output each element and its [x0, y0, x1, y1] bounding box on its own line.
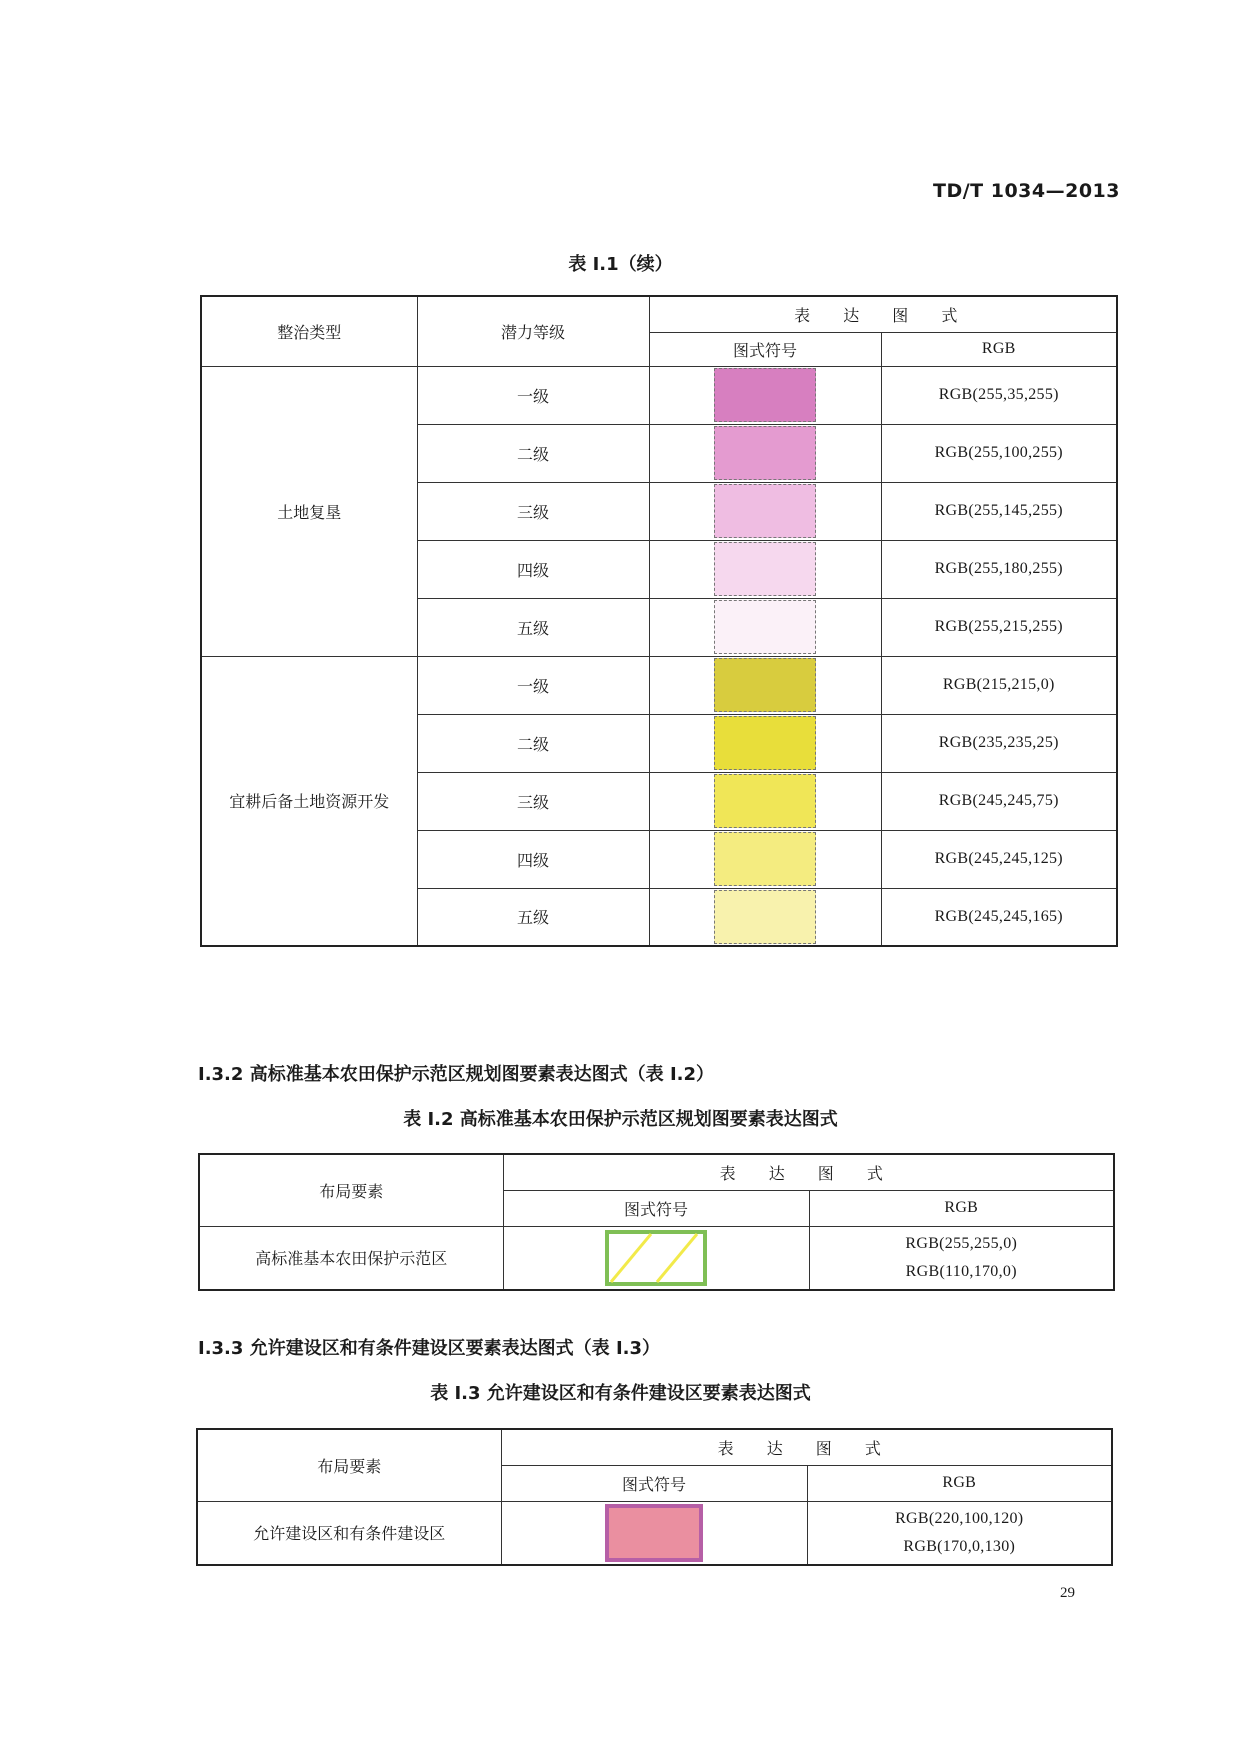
- rgb-value: RGB(255,35,255): [881, 366, 1117, 424]
- rgb-value: RGB(215,215,0): [881, 656, 1117, 714]
- grade-label: 四级: [417, 540, 649, 598]
- table1: [200, 295, 1118, 947]
- rgb-value: RGB(245,245,165): [881, 888, 1117, 946]
- table3-caption: 表 I.3 允许建设区和有条件建设区要素表达图式: [430, 1383, 811, 1404]
- t2-header-symbol: 图式符号: [503, 1190, 809, 1226]
- grade-label: 五级: [417, 888, 649, 946]
- t3-symbol-cell: [501, 1501, 807, 1565]
- demo-zone-symbol: [605, 1230, 707, 1286]
- symbol-cell: [649, 424, 881, 482]
- symbol-cell: [649, 772, 881, 830]
- grade-label: 一级: [417, 656, 649, 714]
- rgb-value: RGB(255,100,255): [881, 424, 1117, 482]
- symbol-cell: [649, 598, 881, 656]
- grade-label: 一级: [417, 366, 649, 424]
- grade-label: 五级: [417, 598, 649, 656]
- t3-rgb-line2: RGB(170,0,130): [903, 1537, 1016, 1555]
- grade-label: 四级: [417, 830, 649, 888]
- symbol-cell: [649, 888, 881, 946]
- t2-header-rgb: RGB: [809, 1190, 1114, 1226]
- t2-header-element: 布局要素: [199, 1154, 503, 1226]
- t3-header-expression: 表 达 图 式: [501, 1429, 1112, 1465]
- symbol-cell: [649, 540, 881, 598]
- group-type-label: 宜耕后备土地资源开发: [201, 656, 417, 946]
- t3-element-label: 允许建设区和有条件建设区: [197, 1501, 501, 1565]
- t3-header-element: 布局要素: [197, 1429, 501, 1501]
- construction-zone-symbol: [605, 1504, 703, 1562]
- color-swatch: [714, 774, 816, 828]
- header-type: 整治类型: [201, 296, 417, 366]
- grade-label: 三级: [417, 482, 649, 540]
- symbol-cell: [649, 482, 881, 540]
- page-number: 29: [1060, 1585, 1075, 1601]
- color-swatch: [714, 890, 816, 944]
- rgb-value: RGB(255,180,255): [881, 540, 1117, 598]
- table2-caption: 表 I.2 高标准基本农田保护示范区规划图要素表达图式: [403, 1109, 838, 1130]
- grade-label: 二级: [417, 424, 649, 482]
- t3-header-rgb: RGB: [807, 1465, 1112, 1501]
- t3-rgb-cell: [807, 1501, 1112, 1565]
- rgb-value: RGB(245,245,125): [881, 830, 1117, 888]
- header-rgb: RGB: [881, 332, 1117, 366]
- symbol-cell: [649, 366, 881, 424]
- symbol-cell: [649, 656, 881, 714]
- symbol-cell: [649, 830, 881, 888]
- table1-row: [201, 656, 1117, 714]
- rgb-value: RGB(235,235,25): [881, 714, 1117, 772]
- section-heading-i32: I.3.2 高标准基本农田保护示范区规划图要素表达图式（表 I.2）: [198, 1064, 715, 1085]
- header-grade: 潜力等级: [417, 296, 649, 366]
- rgb-value: RGB(245,245,75): [881, 772, 1117, 830]
- color-swatch: [714, 832, 816, 886]
- table3: [196, 1428, 1113, 1566]
- color-swatch: [714, 542, 816, 596]
- color-swatch: [714, 426, 816, 480]
- color-swatch: [714, 368, 816, 422]
- grade-label: 二级: [417, 714, 649, 772]
- t2-rgb-line1: RGB(255,255,0): [905, 1234, 1018, 1252]
- document-id: TD/T 1034—2013: [932, 180, 1120, 202]
- t2-rgb-cell: [809, 1226, 1114, 1290]
- rgb-value: RGB(255,215,255): [881, 598, 1117, 656]
- table2: [198, 1153, 1115, 1291]
- header-expression: 表 达 图 式: [649, 296, 1117, 332]
- symbol-cell: [649, 714, 881, 772]
- table1-caption: 表 I.1（续）: [568, 254, 673, 275]
- rgb-value: RGB(255,145,255): [881, 482, 1117, 540]
- section-heading-i33: I.3.3 允许建设区和有条件建设区要素表达图式（表 I.3）: [198, 1338, 661, 1359]
- group-type-label: 土地复垦: [201, 366, 417, 656]
- header-symbol: 图式符号: [649, 332, 881, 366]
- table1-row: [201, 366, 1117, 424]
- t2-header-expression: 表 达 图 式: [503, 1154, 1114, 1190]
- t2-rgb-line2: RGB(110,170,0): [905, 1262, 1017, 1280]
- color-swatch: [714, 716, 816, 770]
- t3-rgb-line1: RGB(220,100,120): [895, 1509, 1024, 1527]
- grade-label: 三级: [417, 772, 649, 830]
- color-swatch: [714, 600, 816, 654]
- color-swatch: [714, 484, 816, 538]
- color-swatch: [714, 658, 816, 712]
- t2-element-label: 高标准基本农田保护示范区: [199, 1226, 503, 1290]
- t2-symbol-cell: [503, 1226, 809, 1290]
- t3-header-symbol: 图式符号: [501, 1465, 807, 1501]
